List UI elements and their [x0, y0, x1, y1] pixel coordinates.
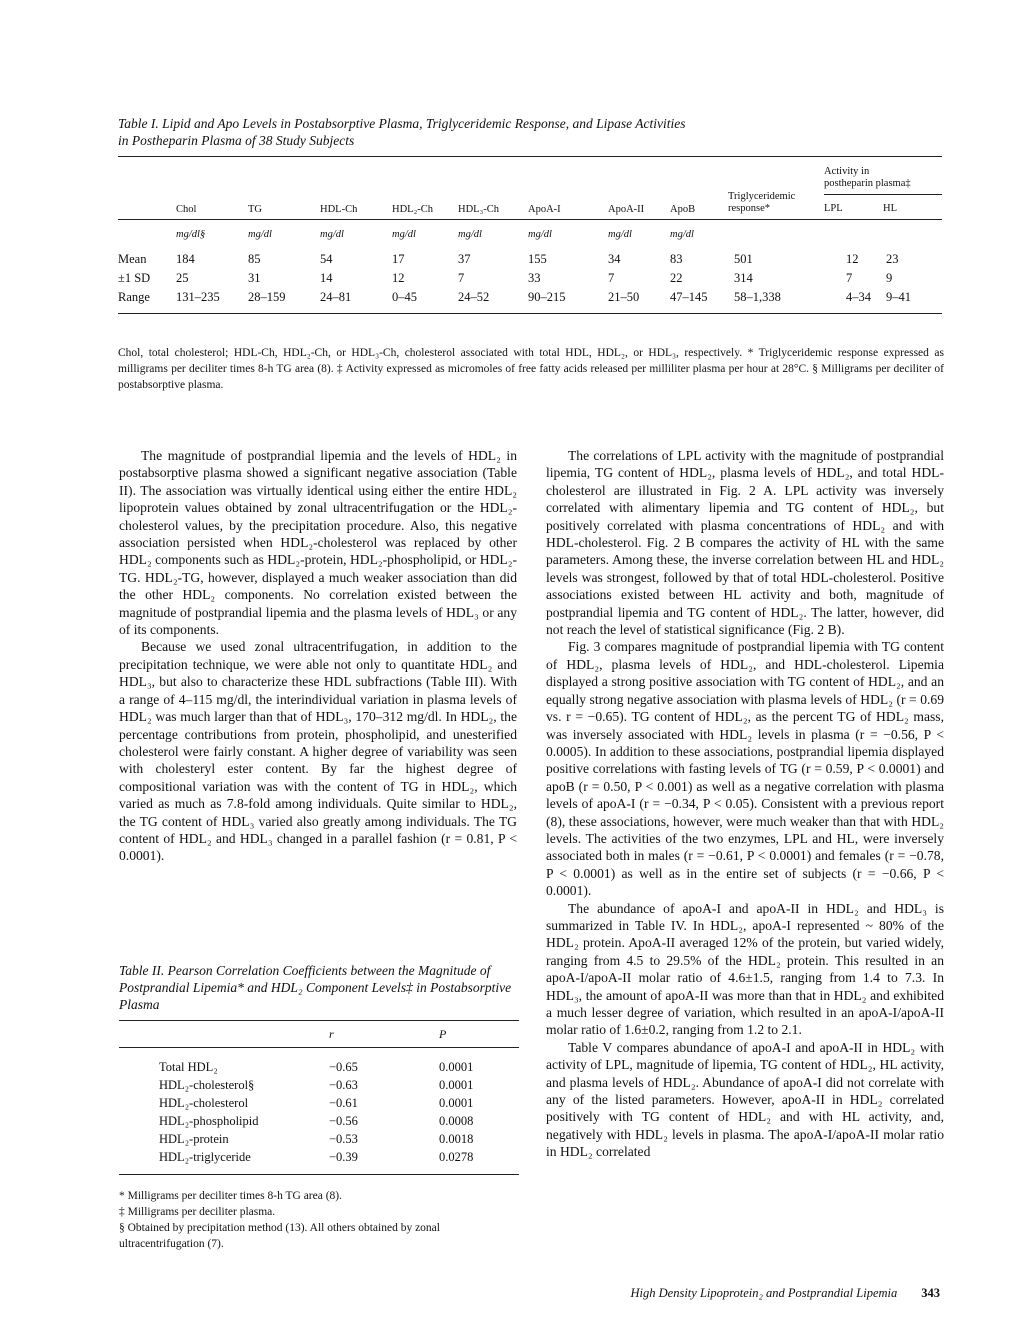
table2-row-name: HDL₂-triglyceride	[159, 1149, 251, 1164]
table2-note-1: * Milligrams per deciliter times 8-h TG area (8).	[119, 1190, 343, 1202]
table1-header-hdl-ch: HDL-Ch	[320, 157, 392, 220]
table1-header-trig-l2: response*	[728, 203, 770, 214]
table1-header-tg: TG	[248, 157, 320, 220]
table2-note-3: § Obtained by precipitation method (13). All others obtained by zonal ultracentrifugation (7).	[119, 1222, 440, 1250]
table2-row-p: 0.0278	[439, 1149, 474, 1164]
table1-cell: 85	[248, 252, 261, 266]
table1-cell: 37	[458, 252, 471, 266]
right-paragraph-1: The correlations of LPL activity with the magnitude of postprandial lipemia, TG content of HDL₂, plasma levels of HDL₂, and total HDL-cholesterol are illustrated in Fig. 2 A. LPL activity was inversely correlated with alimentary lipemia and TG content of HDL₂, but positively correlated with plasma concentrations of HDL₂ and with HDL-cholesterol. Fig. 2 B compares the activity of HL with the same parameters. Among these, the inverse correlation between HL and HDL₂ levels was strongest, followed by that of total HDL-cholesterol. Positive associations existed between HL activity and both, magnitude of postprandial lipemia and TG content of HDL₂. The latter, however, did not reach the level of statistical significance (Fig. 2 B).	[546, 448, 944, 638]
table1-cell: 184	[176, 252, 195, 266]
table1-cell: 23	[886, 252, 899, 266]
table1-units-row	[118, 220, 942, 249]
table1-unit: mg/dl	[528, 228, 552, 240]
table1-unit: mg/dl	[608, 228, 632, 240]
table1-cell: 47–145	[670, 290, 708, 304]
table2-row-name: Total HDL₂	[159, 1059, 218, 1074]
table1-cell: 7	[846, 271, 853, 285]
table1-cell: 7	[458, 271, 465, 285]
table1-row-range	[118, 286, 942, 313]
table1-cell: 21–50	[608, 290, 640, 304]
table2-row	[119, 1048, 519, 1077]
table2-row-name: HDL₂-protein	[159, 1131, 229, 1146]
table1-row-sd	[118, 267, 942, 286]
table1-header-trig	[728, 157, 824, 220]
table1-cell: 9	[886, 271, 893, 285]
table1-cell: 9–41	[886, 290, 911, 304]
left-paragraph-1: The magnitude of postprandial lipemia and the levels of HDL₂ in postabsorptive plasma showed a significant negative association (Table II). The association was virtually identical using either the entire HDL₂ lipoprotein values obtained by zonal ultracentrifugation or the HDL₂-cholesterol values, by the precipitation procedure. Also, this negative association persisted when HDL₂-cholesterol was replaced by other HDL₂ components such as HDL₂-protein, HDL₂-phospholipid, or HDL₂-TG. HDL₂-TG, however, displayed a much weaker association than did the other HDL₂ components. No correlation existed between the magnitude of postprandial lipemia and the plasma levels of HDL₃ or any of its components.	[119, 448, 517, 638]
table2-row	[119, 1130, 519, 1148]
table1-cell: 54	[320, 252, 333, 266]
table1-cell: 4–34	[846, 290, 871, 304]
right-paragraph-2: Fig. 3 compares magnitude of postprandial lipemia with TG content of HDL₂, plasma levels of HDL₂, and HDL-cholesterol. Lipemia displayed a strong positive association with TG content of HDL₂, and an equally strong negative association with plasma levels of HDL₂ (r = 0.69 vs. r = −0.65). TG content of HDL₂, as the percent TG of HDL₂ mass, was inversely associated with HDL₂ levels in plasma (r = −0.56, P < 0.0005). In addition to these associations, postprandial lipemia displayed positive correlations with fasting levels of TG (r = 0.59, P < 0.0001) and apoB (r = 0.50, P < 0.001) as well as a negative correlation with plasma levels of apoA-I (r = −0.34, P < 0.05). Consistent with a previous report (8), these associations, however, were much weaker than that with HDL₂ levels. The activities of the two enzymes, LPL and HL, were inversely associated both in males (r = −0.61, P < 0.0001) and females (r = −0.78, P < 0.0001) as well as in the entire set of subjects (r = −0.66, P < 0.0001).	[546, 639, 944, 899]
table1	[118, 156, 942, 314]
table2-row-name: HDL₂-phospholipid	[159, 1113, 259, 1128]
table1-caption	[118, 115, 938, 149]
table2-row-r: −0.39	[329, 1149, 358, 1164]
table1-cell: 83	[670, 252, 683, 266]
table2-notes	[119, 1188, 517, 1252]
left-column	[119, 447, 517, 865]
table1-unit: mg/dl	[248, 228, 272, 240]
table1-row-label: Range	[118, 290, 150, 304]
running-title: High Density Lipoprotein₂ and Postprandial Lipemia	[630, 1286, 898, 1300]
table1-header-row	[118, 157, 942, 220]
table1-cell: 131–235	[176, 290, 220, 304]
table1-cell: 314	[734, 271, 753, 285]
table1-header-lpl: LPL	[824, 203, 843, 214]
table1-cell: 24–81	[320, 290, 352, 304]
right-paragraph-3: The abundance of apoA-I and apoA-II in HDL₂ and HDL₃ is summarized in Table IV. In HDL₂, apoA-I represented ~ 80% of the HDL₂ protein. ApoA-II averaged 12% of the protein, but varied widely, ranging from 4.5 to 29.5% of the HDL₂ protein. This resulted in an apoA-I/apoA-II molar ratio of 4.6±1.5, ranging from 1.4 to 7.3. In HDL₃, the amount of apoA-II was more than that in HDL₂ and exhibited a much lesser degree of variation, which resulted in an apoA-I/apoA-II molar ratio of 1.6±0.2, ranging from 1.2 to 2.1.	[546, 900, 944, 1038]
right-paragraph-4: Table V compares abundance of apoA-I and apoA-II in HDL₂ with activity of LPL, magnitude of lipemia, TG content of HDL₂, HL activity, and plasma levels of HDL₂. Abundance of apoA-I did not correlate with any of the listed parameters. However, apoA-II in HDL₂ correlated positively with TG content of HDL₂ and with HL activity, and, negatively with HDL₂ levels in plasma. The apoA-I/apoA-II molar ratio in HDL₂ correlated	[546, 1039, 944, 1160]
table2-row-p: 0.0001	[439, 1077, 474, 1092]
table2-row-p: 0.0001	[439, 1059, 474, 1074]
table1-header-chol: Chol	[176, 157, 248, 220]
table2-header-p: P	[439, 1021, 519, 1048]
table1-cell: 501	[734, 252, 753, 266]
table2-row-name: HDL₂-cholesterol	[159, 1095, 249, 1110]
table1-unit: mg/dl	[670, 228, 694, 240]
table2-row-p: 0.0018	[439, 1131, 474, 1146]
table1-cell: 90–215	[528, 290, 566, 304]
table1-cell: 14	[320, 271, 333, 285]
table1-cell: 58–1,338	[734, 290, 781, 304]
table1-cell: 33	[528, 271, 541, 285]
table1-header-activity	[824, 157, 942, 220]
table1-cell: 12	[392, 271, 405, 285]
table2-row-r: −0.56	[329, 1113, 358, 1128]
table2-row-r: −0.63	[329, 1077, 358, 1092]
table1-row-label: ±1 SD	[118, 271, 151, 285]
table1-cell: 25	[176, 271, 189, 285]
table2-row-r: −0.65	[329, 1059, 358, 1074]
table1-cell: 7	[608, 271, 615, 285]
table1-row-mean	[118, 248, 942, 267]
right-column	[546, 447, 944, 1161]
table1-header-hdl3-ch: HDL₃-Ch	[458, 157, 528, 220]
table1-unit: mg/dl	[392, 228, 416, 240]
table2	[119, 1020, 519, 1175]
table1-caption-line2: in Postheparin Plasma of 38 Study Subjects	[118, 133, 355, 148]
table1-unit: mg/dl	[320, 228, 344, 240]
table1-cell: 12	[846, 252, 859, 266]
left-paragraph-2: Because we used zonal ultracentrifugation, in addition to the precipitation technique, we were able not only to quantitate HDL₂ and HDL₃, but also to characterize these HDL subfractions (Table III). With a range of 4–115 mg/dl, the interindividual variation in plasma levels of HDL₂ was much larger than that of HDL₃, 170–312 mg/dl. In HDL₂, the percentage contributions from protein, phospholipid, and unesterified cholesterol were fairly constant. A higher degree of variability was seen with cholesteryl ester content. By far the highest degree of compositional variation was with the content of TG in HDL₂, which varied as much as 7.8-fold among individuals. Quite similar to HDL₂, the TG content of HDL₃ varied also greatly among individuals. The TG content of HDL₂ and HDL₃ changed in a parallel fashion (r = 0.81, P < 0.0001).	[119, 639, 517, 864]
table1-activity-l2: postheparin plasma‡	[824, 178, 911, 189]
table1-header-apoa2: ApoA-II	[608, 157, 670, 220]
table1-unit: mg/dl§	[176, 228, 206, 240]
table1-cell: 0–45	[392, 290, 417, 304]
table1-unit: mg/dl	[458, 228, 482, 240]
table2-row-r: −0.53	[329, 1131, 358, 1146]
table2-row	[119, 1148, 519, 1174]
table2-note-2: ‡ Milligrams per deciliter plasma.	[119, 1206, 276, 1218]
table1-header-apob: ApoB	[670, 157, 728, 220]
table1-caption-line1: Table I. Lipid and Apo Levels in Postabsorptive Plasma, Triglyceridemic Response, and Lipase Activities	[118, 116, 686, 131]
page-footer	[631, 1286, 940, 1301]
table2-caption: Table II. Pearson Correlation Coefficients between the Magnitude of Postprandial Lipemia* and HDL₂ Component Levels‡ in Postabsorptive Plasma	[119, 963, 512, 1012]
table1-cell: 31	[248, 271, 261, 285]
table2-header-row	[119, 1021, 519, 1048]
table1-header-apoa1: ApoA-I	[528, 157, 608, 220]
page-number: 343	[921, 1286, 940, 1300]
table1-notes: Chol, total cholesterol; HDL-Ch, HDL₂-Ch, or HDL₃-Ch, cholesterol associated with total HDL, HDL₂, or HDL₃, respectively. * Triglyceridemic response expressed as milligrams per deciliter times 8-h TG area (8). ‡ Activity expressed as micromoles of free fatty acids released per milliliter plasma per hour at 28°C. § Milligrams per deciliter of postabsorptive plasma.	[118, 347, 944, 391]
table1-cell: 24–52	[458, 290, 490, 304]
table2-header-r: r	[329, 1021, 439, 1048]
table2-row-name: HDL₂-cholesterol§	[159, 1077, 255, 1092]
table2-row-p: 0.0001	[439, 1095, 474, 1110]
table1-cell: 17	[392, 252, 405, 266]
table1-cell: 155	[528, 252, 547, 266]
table1-cell: 22	[670, 271, 683, 285]
table2-row-r: −0.61	[329, 1095, 358, 1110]
table1-header-trig-l1: Triglyceridemic	[728, 191, 796, 202]
table1-activity-l1: Activity in	[824, 166, 870, 177]
table1-header-hl: HL	[883, 203, 897, 214]
table2-row	[119, 1112, 519, 1130]
table1-row-label: Mean	[118, 252, 147, 266]
table2-row-p: 0.0008	[439, 1113, 474, 1128]
table1-cell: 34	[608, 252, 621, 266]
table2-row	[119, 1076, 519, 1094]
table1-header-hdl2-ch: HDL₂-Ch	[392, 157, 458, 220]
table1-cell: 28–159	[248, 290, 286, 304]
table2-row	[119, 1094, 519, 1112]
